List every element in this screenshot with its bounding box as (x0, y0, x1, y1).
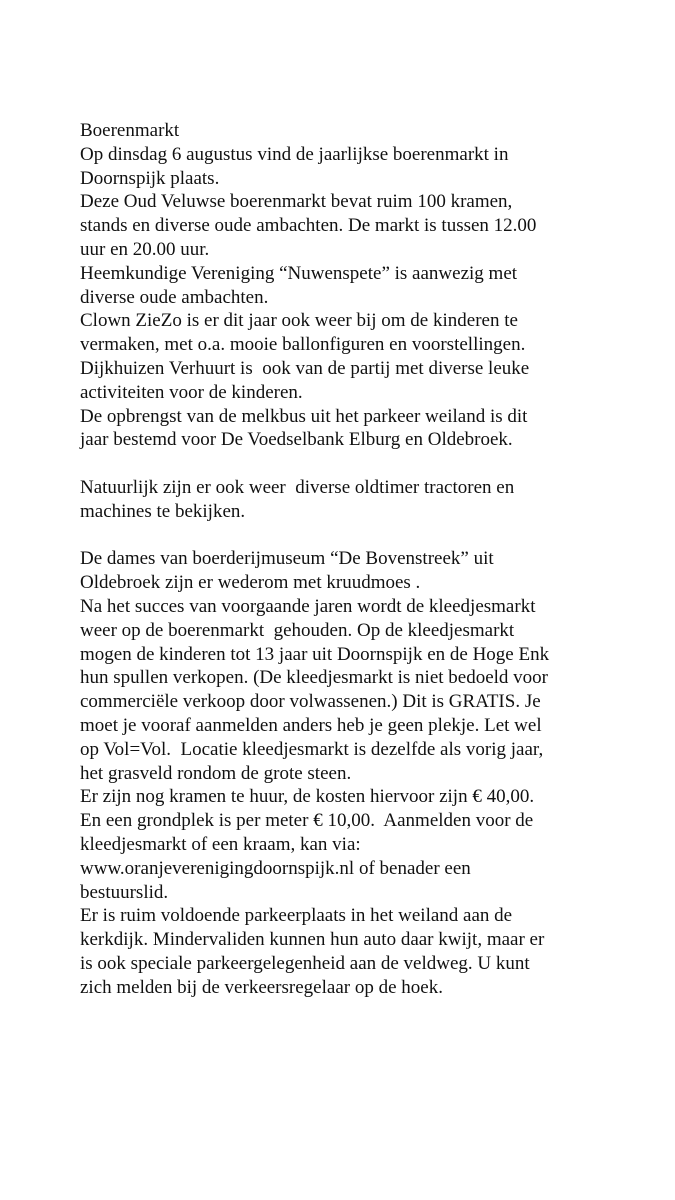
text-line: activiteiten voor de kinderen. (80, 381, 303, 403)
text-line: machines te bekijken. (80, 500, 246, 522)
website-url-line: www.oranjeverenigingdoornspijk.nl of benader een (80, 857, 471, 879)
blank-line (80, 524, 640, 548)
text-line: Dijkhuizen Verhuurt is ook van de partij met diverse leuke (80, 357, 530, 379)
text-line: mogen de kinderen tot 13 jaar uit Doornspijk en de Hoge Enk (80, 643, 550, 665)
text-line: Doornspijk plaats. (80, 167, 220, 189)
blank-line (80, 452, 640, 476)
text-line: De opbrengst van de melkbus uit het parkeer weiland is dit (80, 405, 528, 427)
text-line: Heemkundige Vereniging “Nuwenspete” is aanwezig met (80, 262, 518, 284)
text-line: commerciële verkoop door volwassenen.) Dit is GRATIS. Je (80, 691, 541, 713)
text-line: hun spullen verkopen. (De kleedjesmarkt is niet bedoeld voor (80, 667, 549, 689)
text-line: stands en diverse oude ambachten. De markt is tussen 12.00 (80, 215, 537, 237)
text-line: weer op de boerenmarkt gehouden. Op de kleedjesmarkt (80, 619, 515, 641)
text-line: is ook speciale parkeergelegenheid aan de veldweg. U kunt (80, 952, 530, 974)
text-line: uur en 20.00 uur. (80, 238, 210, 260)
text-line: Deze Oud Veluwse boerenmarkt bevat ruim 100 kramen, (80, 191, 513, 213)
text-line: op Vol=Vol. Locatie kleedjesmarkt is dezelfde als vorig jaar, (80, 738, 544, 760)
text-line: jaar bestemd voor De Voedselbank Elburg en Oldebroek. (80, 429, 513, 451)
text-line: Clown ZieZo is er dit jaar ook weer bij om de kinderen te (80, 310, 518, 332)
text-line: Er is ruim voldoende parkeerplaats in het weiland aan de (80, 905, 513, 927)
text-line: Oldebroek zijn er wederom met kruudmoes . (80, 572, 421, 594)
text-line: kerkdijk. Mindervaliden kunnen hun auto daar kwijt, maar er (80, 929, 545, 951)
text-line: het grasveld rondom de grote steen. (80, 762, 352, 784)
text-line: bestuurslid. (80, 881, 169, 903)
text-line: Op dinsdag 6 augustus vind de jaarlijkse boerenmarkt in (80, 143, 509, 165)
text-line: diverse oude ambachten. (80, 286, 269, 308)
text-line: De dames van boerderijmuseum “De Bovenstreek” uit (80, 548, 494, 570)
text-line: Natuurlijk zijn er ook weer diverse oldtimer tractoren en (80, 476, 515, 498)
text-line: kleedjesmarkt of een kraam, kan via: (80, 833, 361, 855)
document-body (80, 119, 640, 999)
text-line: zich melden bij de verkeersregelaar op de hoek. (80, 976, 443, 998)
text-line: En een grondplek is per meter € 10,00. Aanmelden voor de (80, 810, 534, 832)
text-line: Er zijn nog kramen te huur, de kosten hiervoor zijn € 40,00. (80, 786, 535, 808)
document-title: Boerenmarkt (80, 120, 180, 141)
text-line: Na het succes van voorgaande jaren wordt de kleedjesmarkt (80, 595, 536, 617)
text-line: moet je vooraf aanmelden anders heb je geen plekje. Let wel (80, 714, 542, 736)
text-line: vermaken, met o.a. mooie ballonfiguren en voorstellingen. (80, 334, 526, 356)
